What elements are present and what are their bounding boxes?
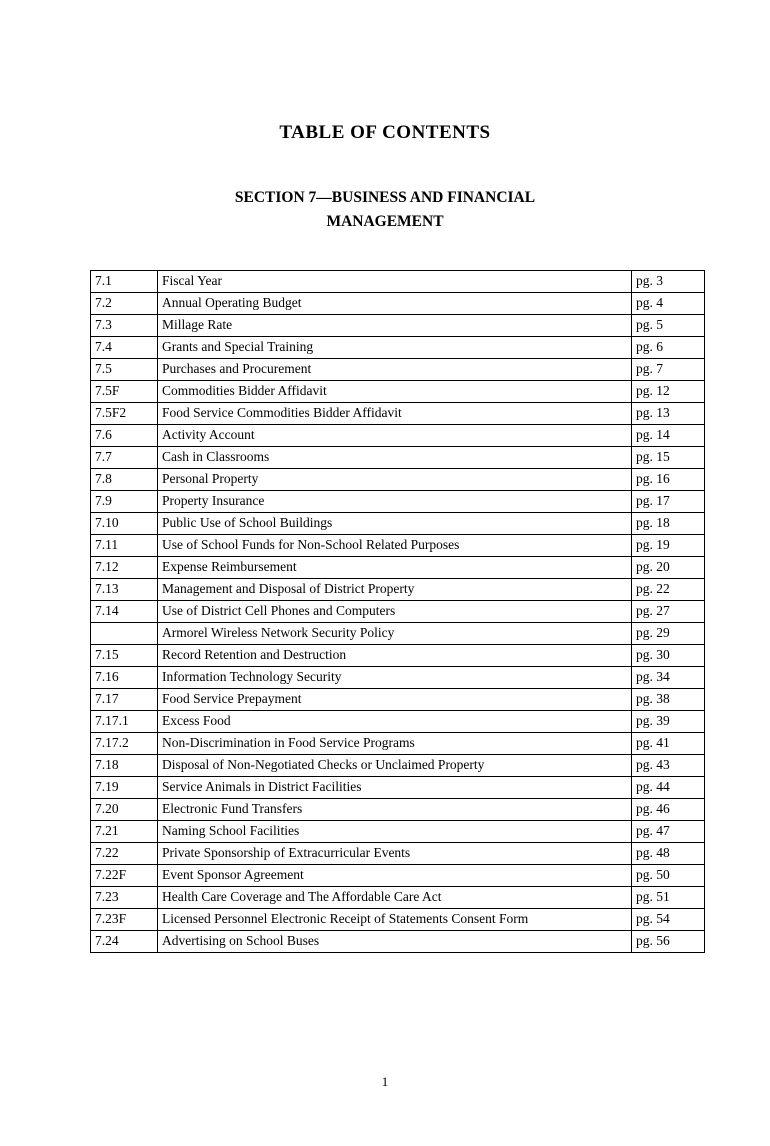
toc-policy-number: 7.13 xyxy=(91,579,158,601)
toc-entry-title: Record Retention and Destruction xyxy=(158,645,632,667)
toc-policy-number: 7.14 xyxy=(91,601,158,623)
toc-policy-number: 7.7 xyxy=(91,447,158,469)
toc-policy-number xyxy=(91,623,158,645)
toc-page-reference: pg. 29 xyxy=(632,623,705,645)
toc-page-reference: pg. 18 xyxy=(632,513,705,535)
page-title: TABLE OF CONTENTS xyxy=(279,122,491,143)
table-row xyxy=(91,403,705,425)
table-row xyxy=(91,667,705,689)
toc-entry-title: Annual Operating Budget xyxy=(158,293,632,315)
toc-entry-title: Fiscal Year xyxy=(158,271,632,293)
toc-page-reference: pg. 17 xyxy=(632,491,705,513)
toc-page-reference: pg. 27 xyxy=(632,601,705,623)
toc-page-reference: pg. 30 xyxy=(632,645,705,667)
toc-policy-number: 7.17 xyxy=(91,689,158,711)
table-row xyxy=(91,535,705,557)
toc-page-reference: pg. 34 xyxy=(632,667,705,689)
toc-entry-title: Commodities Bidder Affidavit xyxy=(158,381,632,403)
table-row xyxy=(91,381,705,403)
table-of-contents xyxy=(0,270,770,953)
section-heading-line-1: SECTION 7—BUSINESS AND FINANCIAL xyxy=(234,189,536,206)
toc-page-reference: pg. 43 xyxy=(632,755,705,777)
section-heading xyxy=(0,186,770,234)
table-row xyxy=(91,623,705,645)
toc-entry-title: Food Service Commodities Bidder Affidavit xyxy=(158,403,632,425)
table-row xyxy=(91,711,705,733)
document-page xyxy=(0,122,770,1146)
toc-entry-title: Cash in Classrooms xyxy=(158,447,632,469)
toc-entry-title: Advertising on School Buses xyxy=(158,931,632,953)
table-row xyxy=(91,909,705,931)
toc-entry-title: Non-Discrimination in Food Service Programs xyxy=(158,733,632,755)
toc-policy-number: 7.23F xyxy=(91,909,158,931)
table-row xyxy=(91,887,705,909)
table-row xyxy=(91,689,705,711)
toc-page-reference: pg. 16 xyxy=(632,469,705,491)
toc-page-reference: pg. 56 xyxy=(632,931,705,953)
toc-entry-title: Food Service Prepayment xyxy=(158,689,632,711)
toc-page-reference: pg. 44 xyxy=(632,777,705,799)
toc-entry-title: Management and Disposal of District Property xyxy=(158,579,632,601)
table-row xyxy=(91,315,705,337)
toc-policy-number: 7.23 xyxy=(91,887,158,909)
toc-page-reference: pg. 39 xyxy=(632,711,705,733)
table-row xyxy=(91,557,705,579)
table-row xyxy=(91,799,705,821)
toc-policy-number: 7.18 xyxy=(91,755,158,777)
toc-entry-title: Activity Account xyxy=(158,425,632,447)
toc-page-reference: pg. 38 xyxy=(632,689,705,711)
toc-entry-title: Armorel Wireless Network Security Policy xyxy=(158,623,632,645)
toc-page-reference: pg. 54 xyxy=(632,909,705,931)
table-row xyxy=(91,645,705,667)
toc-policy-number: 7.22 xyxy=(91,843,158,865)
toc-page-reference: pg. 3 xyxy=(632,271,705,293)
section-heading-line-2: MANAGEMENT xyxy=(326,213,444,231)
toc-table xyxy=(90,270,705,953)
toc-page-reference: pg. 5 xyxy=(632,315,705,337)
toc-entry-title: Public Use of School Buildings xyxy=(158,513,632,535)
toc-entry-title: Millage Rate xyxy=(158,315,632,337)
table-row xyxy=(91,777,705,799)
toc-policy-number: 7.9 xyxy=(91,491,158,513)
toc-page-reference: pg. 4 xyxy=(632,293,705,315)
footer-page-number: 1 xyxy=(381,1074,389,1089)
toc-policy-number: 7.8 xyxy=(91,469,158,491)
toc-entry-title: Event Sponsor Agreement xyxy=(158,865,632,887)
table-row xyxy=(91,931,705,953)
toc-entry-title: Electronic Fund Transfers xyxy=(158,799,632,821)
toc-policy-number: 7.5F xyxy=(91,381,158,403)
toc-entry-title: Expense Reimbursement xyxy=(158,557,632,579)
toc-policy-number: 7.15 xyxy=(91,645,158,667)
toc-policy-number: 7.10 xyxy=(91,513,158,535)
toc-entry-title: Use of School Funds for Non-School Related Purposes xyxy=(158,535,632,557)
table-row xyxy=(91,843,705,865)
toc-entry-title: Disposal of Non-Negotiated Checks or Unclaimed Property xyxy=(158,755,632,777)
toc-page-reference: pg. 19 xyxy=(632,535,705,557)
table-row xyxy=(91,579,705,601)
toc-policy-number: 7.24 xyxy=(91,931,158,953)
toc-policy-number: 7.11 xyxy=(91,535,158,557)
toc-policy-number: 7.6 xyxy=(91,425,158,447)
toc-entry-title: Grants and Special Training xyxy=(158,337,632,359)
toc-page-reference: pg. 14 xyxy=(632,425,705,447)
toc-entry-title: Service Animals in District Facilities xyxy=(158,777,632,799)
toc-page-reference: pg. 46 xyxy=(632,799,705,821)
table-row xyxy=(91,865,705,887)
toc-policy-number: 7.1 xyxy=(91,271,158,293)
toc-page-reference: pg. 15 xyxy=(632,447,705,469)
toc-policy-number: 7.16 xyxy=(91,667,158,689)
toc-entry-title: Purchases and Procurement xyxy=(158,359,632,381)
toc-page-reference: pg. 20 xyxy=(632,557,705,579)
toc-entry-title: Licensed Personnel Electronic Receipt of Statements Consent Form xyxy=(158,909,632,931)
toc-policy-number: 7.4 xyxy=(91,337,158,359)
toc-entry-title: Personal Property xyxy=(158,469,632,491)
toc-page-reference: pg. 50 xyxy=(632,865,705,887)
toc-policy-number: 7.20 xyxy=(91,799,158,821)
toc-policy-number: 7.2 xyxy=(91,293,158,315)
table-row xyxy=(91,601,705,623)
table-row xyxy=(91,469,705,491)
toc-page-reference: pg. 47 xyxy=(632,821,705,843)
table-row xyxy=(91,425,705,447)
toc-page-reference: pg. 12 xyxy=(632,381,705,403)
table-row xyxy=(91,447,705,469)
toc-policy-number: 7.3 xyxy=(91,315,158,337)
toc-policy-number: 7.19 xyxy=(91,777,158,799)
toc-entry-title: Health Care Coverage and The Affordable Care Act xyxy=(158,887,632,909)
toc-page-reference: pg. 6 xyxy=(632,337,705,359)
toc-policy-number: 7.17.1 xyxy=(91,711,158,733)
table-row xyxy=(91,337,705,359)
toc-page-reference: pg. 41 xyxy=(632,733,705,755)
toc-entry-title: Private Sponsorship of Extracurricular Events xyxy=(158,843,632,865)
table-row xyxy=(91,513,705,535)
toc-page-reference: pg. 48 xyxy=(632,843,705,865)
toc-policy-number: 7.5 xyxy=(91,359,158,381)
toc-policy-number: 7.21 xyxy=(91,821,158,843)
toc-page-reference: pg. 7 xyxy=(632,359,705,381)
toc-policy-number: 7.17.2 xyxy=(91,733,158,755)
toc-policy-number: 7.12 xyxy=(91,557,158,579)
table-row xyxy=(91,755,705,777)
table-row xyxy=(91,733,705,755)
toc-entry-title: Naming School Facilities xyxy=(158,821,632,843)
toc-policy-number: 7.22F xyxy=(91,865,158,887)
toc-entry-title: Excess Food xyxy=(158,711,632,733)
table-row xyxy=(91,359,705,381)
toc-page-reference: pg. 51 xyxy=(632,887,705,909)
toc-entry-title: Use of District Cell Phones and Computers xyxy=(158,601,632,623)
toc-page-reference: pg. 13 xyxy=(632,403,705,425)
toc-entry-title: Property Insurance xyxy=(158,491,632,513)
table-row xyxy=(91,271,705,293)
table-row xyxy=(91,491,705,513)
table-row xyxy=(91,821,705,843)
table-row xyxy=(91,293,705,315)
toc-entry-title: Information Technology Security xyxy=(158,667,632,689)
toc-policy-number: 7.5F2 xyxy=(91,403,158,425)
toc-page-reference: pg. 22 xyxy=(632,579,705,601)
